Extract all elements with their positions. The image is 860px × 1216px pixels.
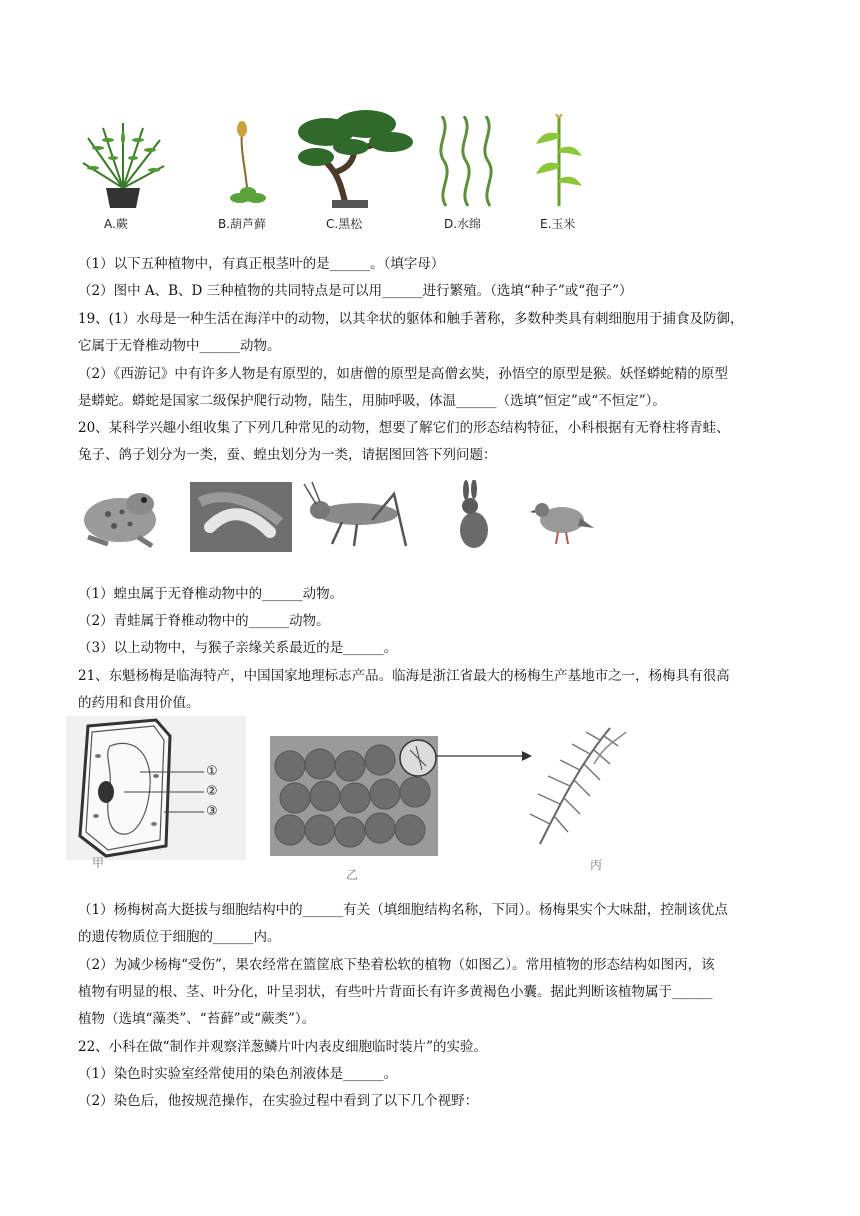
q21-part2-line1: （2）为减少杨梅“受伤”，果农经常在篮筐底下垫着松软的植物（如图乙）。常用植物的形态结构如图丙，该 [78, 957, 715, 973]
corn-image [534, 114, 584, 208]
q20-part3: （3）以上动物中，与猴子亲缘关系最近的是______。 [78, 640, 398, 656]
q21-part1-line1: （1）杨梅树高大挺拔与细胞结构中的______有关（填细胞结构名称，下同）。杨梅果实个大味甜，控制该优点 [78, 902, 728, 918]
q18-part1: （1）以下五种植物中，有真正根茎叶的是______。（填字母） [78, 256, 445, 272]
caption-b: B.葫芦藓 [218, 217, 267, 231]
locust-image [302, 480, 410, 552]
caption-d: D.水绵 [444, 217, 482, 231]
silkworm-image [190, 482, 292, 552]
cell-label-3: ③ [206, 804, 218, 819]
cell-label-1: ① [206, 764, 218, 779]
frog-image [78, 482, 162, 552]
fig-label-yi: 乙 [346, 868, 359, 882]
q21-figure-row [66, 716, 666, 882]
cell-label-2: ② [206, 784, 218, 799]
pointer-arrow [436, 746, 532, 766]
q19-part1-line2: 它属于无脊椎动物中______动物。 [78, 338, 281, 354]
rabbit-image [452, 480, 492, 552]
bayberry-basket-image [270, 736, 438, 856]
q21-intro-line2: 的药用和食用价值。 [78, 695, 200, 711]
q21-part2-line3: 植物（选填“藻类”、“苔藓”或“蕨类”）。 [78, 1011, 316, 1027]
fig-label-jia: 甲 [92, 856, 105, 870]
q20-intro-line1: 20、某科学兴趣小组收集了下列几种常见的动物，想要了解它们的形态结构特征，小科根据有无脊柱将青蛙、 [78, 420, 730, 436]
caption-a: A.蕨 [104, 217, 128, 231]
q20-part1: （1）蝗虫属于无脊椎动物中的______动物。 [78, 586, 344, 602]
moss-image [218, 120, 278, 208]
q19-part2-line2: 是蟒蛇。蟒蛇是国家二级保护爬行动物，陆生，用肺呼吸，体温______（选填“恒定”或“不恒定”）。 [78, 393, 666, 409]
q22-part1: （1）染色时实验室经常使用的染色剂液体是______。 [78, 1066, 398, 1082]
plant-cell-diagram [66, 716, 246, 860]
pigeon-image [530, 488, 594, 548]
q19-part1-line1: 19、(1）水母是一种生活在海洋中的动物，以其伞状的躯体和触手著称，多数种类具有刺细胞用于捕食及防御， [78, 311, 744, 327]
q20-intro-line2: 兔子、鸽子划分为一类，蚕、蝗虫划分为一类，请据图回答下列问题： [78, 447, 497, 463]
fern-frond-image [520, 724, 630, 848]
pine-image [296, 102, 416, 210]
q19-part2-line1: （2）《西游记》中有许多人物是有原型的，如唐僧的原型是高僧玄奘，孙悟空的原型是猴。妖怪蟒蛇精的原型 [78, 366, 728, 382]
q20-part2: （2）青蛙属于脊椎动物中的______动物。 [78, 613, 330, 629]
spirogyra-image [434, 116, 504, 208]
caption-c: C.黑松 [326, 217, 363, 231]
caption-e: E.玉米 [540, 217, 576, 231]
q18-part2: （2）图中 A、B、D 三种植物的共同特点是可以用______进行繁殖。（选填“种子”或“孢子”） [78, 283, 633, 299]
q22-part2: （2）染色后，他按规范操作，在实验过程中看到了以下几个视野： [78, 1093, 479, 1109]
plant-figure-row [78, 100, 598, 240]
fig-label-bing: 丙 [590, 858, 603, 872]
fern-image [78, 118, 168, 210]
q21-intro-line1: 21、东魁杨梅是临海特产，中国国家地理标志产品。临海是浙江省最大的杨梅生产基地市之一，杨梅具有很高 [78, 668, 730, 684]
q22-intro: 22、小科在做“制作并观察洋葱鳞片叶内表皮细胞临时装片”的实验。 [78, 1039, 487, 1055]
q21-part1-line2: 的遗传物质位于细胞的______内。 [78, 929, 281, 945]
animal-figure-row [78, 478, 618, 554]
q21-part2-line2: 植物有明显的根、茎、叶分化，叶呈羽状，有些叶片背面长有许多黄褐色小囊。据此判断该植物属于______ [78, 984, 713, 1000]
